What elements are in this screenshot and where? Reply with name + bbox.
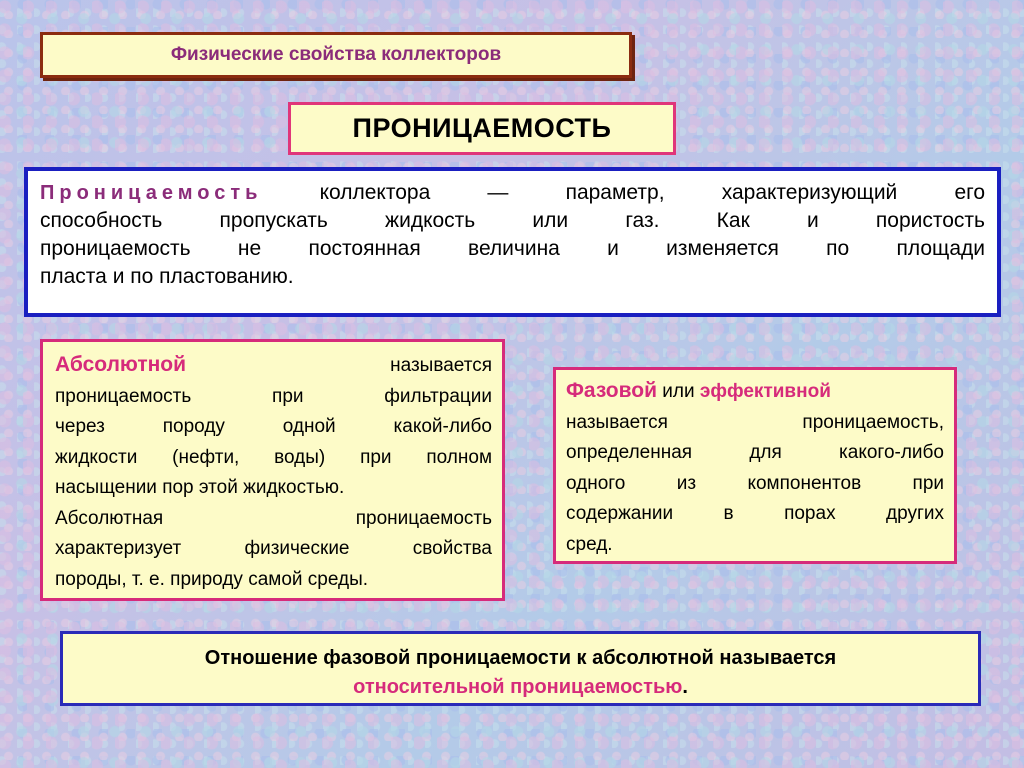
definition-line-4: пласта и по пластованию. (40, 265, 294, 288)
absolute-line-7: характеризует физические свойства (55, 538, 492, 559)
phase-line-1 (566, 376, 944, 408)
phase-term: Фазовой (566, 379, 657, 402)
summary-period: . (682, 676, 688, 698)
topic-box (288, 102, 676, 155)
effective-term: эффективной (699, 381, 831, 402)
definition-term: Проницаемость (40, 182, 263, 204)
phase-line-3: определенная для какого-либо (566, 442, 944, 463)
phase-line-5: содержании в порах других (566, 503, 944, 524)
phase-line-2: называется проницаемость, (566, 411, 944, 433)
phase-line-4: одного из компонентов при (566, 472, 944, 494)
absolute-line-5: насыщении пор этой жидкостью. (55, 477, 345, 498)
slide-title-box (40, 32, 632, 78)
summary-line-2 (63, 673, 978, 702)
relative-permeability-term: относительной проницаемостью (353, 676, 683, 698)
definition-line-1 (40, 179, 985, 207)
definition-line-2: способность пропускать жидкость или газ. Как и пористость (40, 209, 985, 232)
absolute-line-6: Абсолютная проницаемость (55, 507, 492, 529)
absolute-line-1-text: называется (390, 355, 492, 376)
phase-permeability-box (553, 367, 957, 564)
absolute-line-4: жидкости (нефти, воды) при полном (55, 446, 492, 468)
absolute-line-8: породы, т. е. природу самой среды. (55, 568, 369, 590)
phase-or-text: или (662, 381, 695, 402)
definition-line-1-text: коллектора — параметр, характеризующий его (262, 181, 985, 204)
absolute-permeability-box (40, 339, 505, 601)
summary-box (60, 631, 981, 706)
absolute-line-2: проницаемость при фильтрации (55, 385, 492, 407)
absolute-term: Абсолютной (55, 353, 187, 376)
absolute-line-1 (55, 350, 492, 382)
phase-line-6: сред. (566, 533, 613, 555)
definition-box (24, 167, 1001, 317)
topic-heading: ПРОНИЦАЕМОСТЬ (352, 113, 612, 143)
summary-line-1: Отношение фазовой проницаемости к абсолютной называется (204, 647, 837, 669)
absolute-line-3: через породу одной какой-либо (55, 416, 492, 437)
definition-line-3: проницаемость не постоянная величина и изменяется по площади (40, 237, 985, 260)
slide-title: Физические свойства коллекторов (170, 44, 502, 65)
